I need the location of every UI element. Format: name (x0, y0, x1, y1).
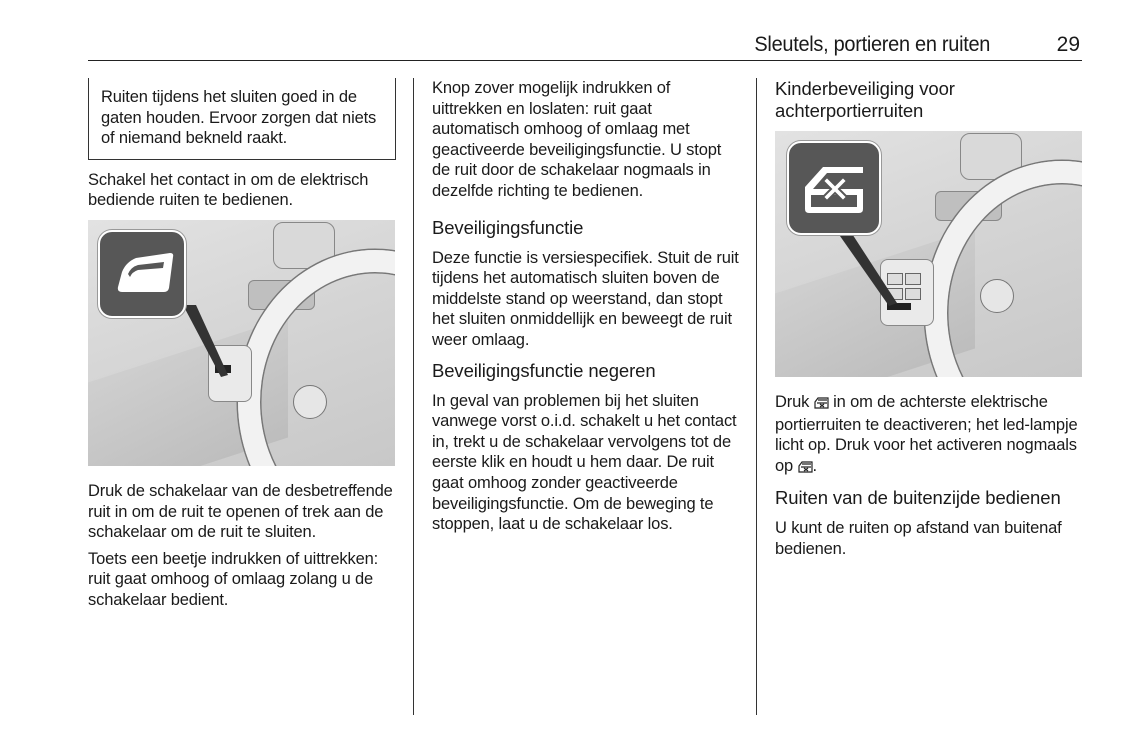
paragraph: Druk in om de achterste elektrische portierruiten te deactiveren; het led-lampje licht op. Druk voor het activeren nogmaals op . (775, 392, 1085, 478)
column-1 (88, 78, 396, 611)
child-lock-window-icon (787, 141, 881, 235)
warning-text: Ruiten tijdens het sluiten goed in de gaten houden. Ervoor zorgen dat niets of niemand bekneld raakt. (101, 88, 377, 148)
section-heading: Beveiligingsfunctie (432, 216, 584, 238)
section-title: Sleutels, portieren en ruiten (754, 33, 990, 56)
child-lock-window-icon (798, 458, 813, 479)
paragraph: Knop zover mogelijk indrukken of uittrekken en loslaten: ruit gaat automatisch omhoog of omlaag met geactiveerde beveiligingsfunctie. U stopt de ruit door de schakelaar nogmaals in dezelfde richting te bedienen. (432, 79, 722, 200)
column-divider (756, 78, 757, 715)
section-heading: Kinderbeveiliging voor achterportierruiten (775, 78, 955, 121)
paragraph: Druk de schakelaar van de desbetreffende ruit in om de ruit te openen of trek aan de schakelaar om de ruit te sluiten. (88, 481, 393, 542)
paragraph: Schakel het contact in om de elektrisch bediende ruiten te bedienen. (88, 170, 369, 210)
page-number: 29 (1056, 33, 1080, 56)
column-3 (775, 78, 1085, 560)
section-heading: Beveiligingsfunctie negeren (432, 359, 656, 381)
paragraph: U kunt de ruiten op afstand van buitenaf bedienen. (775, 519, 1062, 558)
child-lock-window-icon (814, 394, 829, 415)
paragraph: Toets een beetje indrukken of uittrekken: ruit gaat omhoog of omlaag zolang u de schakelaar bedient. (88, 549, 379, 609)
warning-box (88, 78, 396, 160)
window-switch-icon (98, 230, 186, 318)
paragraph: In geval van problemen bij het sluiten vanwege vorst o.i.d. schakelt u het contact in, trekt u de schakelaar vervolgens tot de eerste klik en houdt u hem daar. De ruit gaat omhoog zonder geactiveerde beveiligingsfunctie. Om de beweging te stoppen, laat u de schakelaar los. (432, 391, 737, 534)
paragraph: Deze functie is versiespecifiek. Stuit de ruit tijdens het automatisch sluiten boven de middelste stand op weerstand, dan stopt het sluiten onmiddellijk en beweegt de ruit weer omlaag. (432, 248, 739, 349)
page-header (88, 30, 1082, 61)
column-2 (432, 78, 742, 535)
column-divider (413, 78, 414, 715)
window-switch-figure (88, 220, 395, 466)
section-heading: Ruiten van de buitenzijde bedienen (775, 487, 1061, 509)
child-lock-figure (775, 131, 1082, 377)
